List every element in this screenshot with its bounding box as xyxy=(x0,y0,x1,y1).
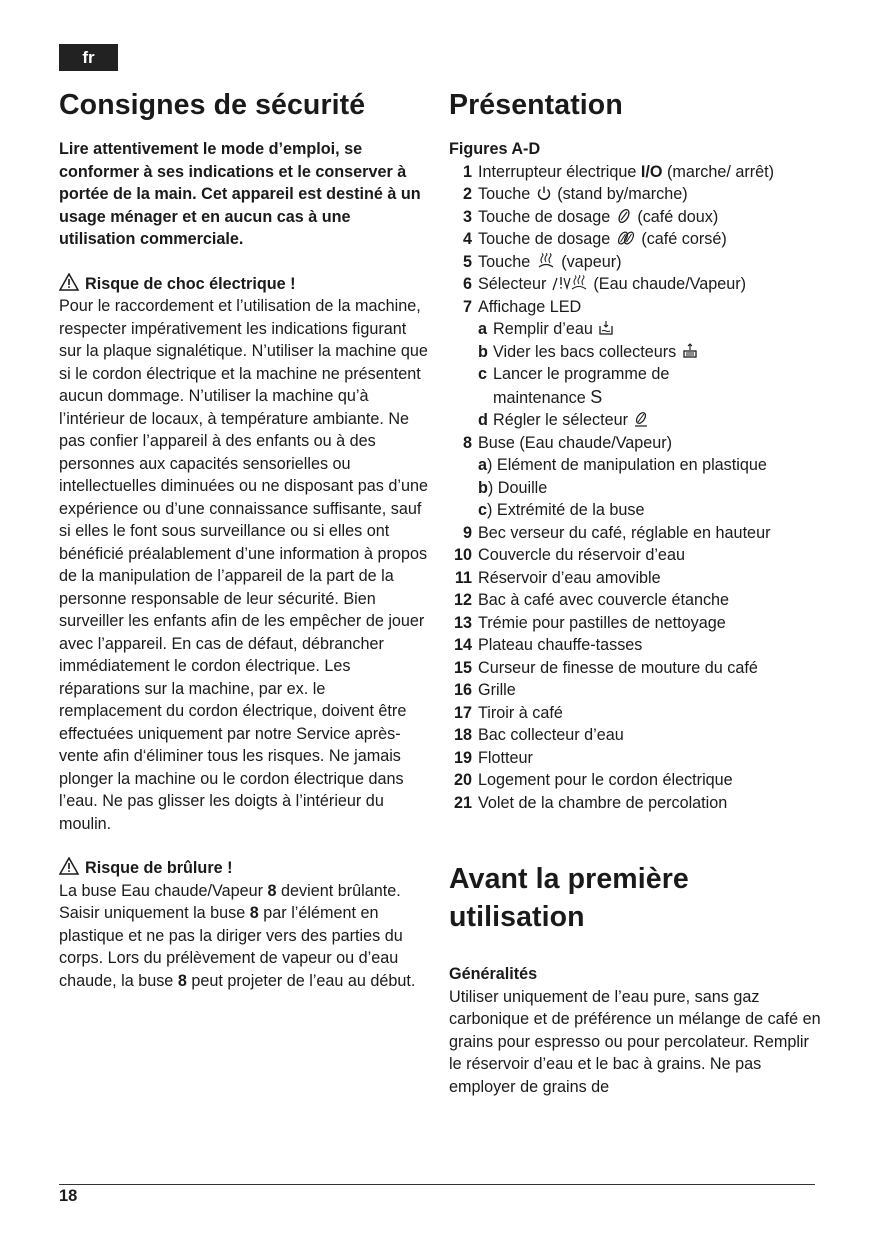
safety-column xyxy=(59,84,429,992)
item-text: Grille xyxy=(478,681,516,699)
general-heading: Généralités xyxy=(449,965,538,983)
list-item xyxy=(449,747,821,770)
item-text: Plateau chauffe-tasses xyxy=(478,636,643,654)
list-item xyxy=(449,544,821,567)
item-text: Volet de la chambre de percolation xyxy=(478,793,728,812)
burn-ref-3: 8 xyxy=(177,971,187,990)
sub-item xyxy=(478,318,821,341)
list-item xyxy=(449,228,821,251)
item-number: 18 xyxy=(453,726,472,744)
safety-intro: Lire attentivement le mode d’emploi, se conformer à ses indications et le conserver à portée de la main. Cet appareil est destiné à un usage ménager et en aucun cas à une utilisation commerciale. xyxy=(59,140,421,248)
io-label: I/O xyxy=(640,162,663,181)
item-number: 5 xyxy=(462,252,472,271)
shock-warning-label: Risque de choc électrique ! xyxy=(85,274,296,293)
item3-post: (café doux) xyxy=(637,207,719,226)
list-item xyxy=(449,183,821,206)
burn-warning-text xyxy=(59,880,429,993)
page-number: 18 xyxy=(59,1187,78,1205)
item-number: 14 xyxy=(453,636,472,654)
power-icon xyxy=(536,185,552,201)
sub-letter: a xyxy=(478,320,488,338)
item-number: 7 xyxy=(462,297,472,316)
sub-item xyxy=(478,341,821,364)
item-number: 3 xyxy=(462,207,472,226)
sub-letter: c xyxy=(478,365,488,383)
sub-text xyxy=(493,409,821,432)
language-label: fr xyxy=(82,47,95,67)
language-tab xyxy=(59,44,118,71)
sub-item xyxy=(478,499,821,522)
item-number: 11 xyxy=(454,568,472,587)
item-text xyxy=(478,273,821,296)
sub-letter: c xyxy=(478,501,488,519)
item-number: 21 xyxy=(453,793,472,812)
item7b-text: Vider les bacs collecteurs xyxy=(493,342,677,361)
item4-pre: Touche de dosage xyxy=(478,230,611,248)
first-use-title: Avant la première utilisation xyxy=(449,863,689,933)
safety-title: Consignes de sécurité xyxy=(59,89,366,121)
list-item xyxy=(449,273,821,296)
sub-item-continued xyxy=(493,386,821,410)
item-number: 6 xyxy=(462,275,472,293)
item-text xyxy=(478,183,821,206)
item-text: Logement pour le cordon électrique xyxy=(478,771,733,789)
list-item xyxy=(449,296,821,319)
sub-letter: b xyxy=(478,478,488,497)
item3-pre: Touche de dosage xyxy=(478,207,611,226)
empty-trays-icon xyxy=(682,343,698,359)
list-item xyxy=(449,432,821,455)
item-text xyxy=(478,161,821,184)
sub-item xyxy=(478,409,821,432)
burn-ref-2: 8 xyxy=(249,904,259,922)
warning-triangle-icon xyxy=(59,273,79,291)
item-number: 4 xyxy=(462,230,472,248)
list-item xyxy=(449,522,821,545)
item7a-text: Remplir d’eau xyxy=(493,320,593,338)
item-number: 9 xyxy=(462,523,472,542)
burn-warning-title xyxy=(59,857,429,880)
sub-item xyxy=(478,363,821,386)
item-number: 15 xyxy=(453,658,472,677)
item-text: Bac collecteur d’eau xyxy=(478,726,624,744)
sub-letter: a xyxy=(478,456,488,474)
item-text: Bac à café avec couvercle étanche xyxy=(478,591,730,609)
item7d-text: Régler le sélecteur xyxy=(493,411,628,429)
item7c-text: maintenance xyxy=(493,388,586,407)
item-number: 20 xyxy=(453,771,472,789)
item5-post: (vapeur) xyxy=(561,252,622,271)
item-number: 1 xyxy=(462,162,472,181)
burn-text-1: La buse Eau chaude/Vapeur xyxy=(59,881,264,900)
burn-ref-1: 8 xyxy=(267,881,277,900)
list-item xyxy=(449,206,821,229)
presentation-column xyxy=(449,84,821,1098)
burn-text-2: devient brûlante. Saisir uniquement la buse xyxy=(59,881,401,922)
fill-water-icon xyxy=(598,320,614,336)
list-item xyxy=(449,612,821,635)
shock-warning-text: Pour le raccordement et l’utilisation de la machine, respecter impérativement les indications figurant sur la plaque signalétique. N’utiliser la machine que si le cordon électrique et la machine ne présentent aucun dommage. N’utiliser la machine qu’à l’intérieur de locaux, à température ambiante. Ne pas confier l’appareil à des enfants ou à des personnes aux capacités sensorielles ou intellectuelles diminuées ou ne disposant pas d’une expérience ou d’une connaissance suffisante, sauf si elles le font sous surveillance ou si elles ont bénéficié préalablement d’une information à propos de la manipulation de l’appareil de la part de la personne responsable de leur sécurité. Bien surveiller les enfants afin de les empêcher de jouer avec l’appareil. En cas de défaut, débrancher immédiatement le cordon électrique. Les réparations sur la machine, par ex. le remplacement du cordon électrique, doivent être effectuées uniquement par notre Service après-vente afin d‘éliminer tous les risques. Ne jamais plonger la machine ou le cordon électrique dans l’eau. Ne pas glisser les doigts à l’intérieur du moulin. xyxy=(59,297,428,833)
sub-item xyxy=(478,477,821,500)
list-item xyxy=(449,657,821,680)
sub-text xyxy=(493,341,821,364)
sub-letter: b xyxy=(478,342,488,361)
list-item xyxy=(449,792,821,815)
item8c-text: ) Extrémité de la buse xyxy=(487,501,645,519)
item-number: 16 xyxy=(453,681,472,699)
item5-pre: Touche xyxy=(478,252,531,271)
adjust-selector-icon xyxy=(633,411,649,427)
list-item xyxy=(449,589,821,612)
figures-label: Figures A-D xyxy=(449,140,541,158)
item-text: Affichage LED xyxy=(478,297,582,316)
item2-pre: Touche xyxy=(478,185,531,203)
burn-warning-label: Risque de brûlure ! xyxy=(85,859,233,877)
general-text: Utiliser uniquement de l’eau pure, sans gaz carbonique et de préférence un mélange de café en grains pour espresso ou pour percolateur. Remplir le réservoir d’eau et le bac à grains. Ne pas employer de grains de xyxy=(449,987,821,1096)
item-text xyxy=(478,206,821,229)
item4-post: (café corsé) xyxy=(641,230,727,248)
item-number: 19 xyxy=(453,748,472,767)
sub-text: Lancer le programme de xyxy=(493,365,670,383)
item-text xyxy=(478,251,821,274)
item6-pre: Sélecteur xyxy=(478,275,547,293)
shock-warning-title xyxy=(59,273,429,296)
item-text: Curseur de finesse de mouture du café xyxy=(478,658,758,677)
item2-post: (stand by/marche) xyxy=(557,185,688,203)
list-item xyxy=(449,769,821,792)
item-text: Buse (Eau chaude/Vapeur) xyxy=(478,433,673,452)
item-text: Couvercle du réservoir d’eau xyxy=(478,546,685,564)
presentation-title: Présentation xyxy=(449,89,623,121)
item-number: 12 xyxy=(453,591,472,609)
parts-list xyxy=(449,522,821,815)
item8b-text: ) Douille xyxy=(487,478,548,497)
burn-text-4: peut projeter de l’eau au début. xyxy=(191,971,416,990)
item-text: Flotteur xyxy=(478,748,533,767)
list-item xyxy=(449,634,821,657)
item-text: Réservoir d’eau amovible xyxy=(478,568,661,587)
steam-icon xyxy=(536,253,556,269)
burn-text-3: par l’élément en plastique et ne pas la diriger vers des parties du corps. Lors du prélèvement de vapeur ou d’eau chaude, la buse xyxy=(59,904,403,990)
item8a-text: ) Elément de manipulation en plastique xyxy=(487,456,767,474)
list-item xyxy=(449,161,821,184)
maintenance-symbol: S xyxy=(590,386,603,407)
sub-item xyxy=(478,454,821,477)
item-number: 10 xyxy=(453,546,472,564)
item-number: 2 xyxy=(462,185,472,203)
item-number: 17 xyxy=(453,703,472,722)
warning-triangle-icon xyxy=(59,857,79,875)
item-number: 13 xyxy=(453,613,472,632)
list-item xyxy=(449,251,821,274)
list-item xyxy=(449,702,821,725)
item6-post: (Eau chaude/Vapeur) xyxy=(593,275,747,293)
item1-pre: Interrupteur électrique xyxy=(478,162,637,181)
item-text: Bec verseur du café, réglable en hauteur xyxy=(478,523,771,542)
footer-divider xyxy=(59,1184,815,1185)
list-item xyxy=(449,724,821,747)
sub-text xyxy=(493,318,821,341)
item1-post: (marche/ arrêt) xyxy=(666,162,775,181)
list-item xyxy=(449,679,821,702)
item-text: Tiroir à café xyxy=(478,703,563,722)
item-text: Trémie pour pastilles de nettoyage xyxy=(478,613,726,632)
sub-letter: d xyxy=(478,411,488,429)
mild-coffee-bean-icon xyxy=(616,208,632,224)
selector-hotwater-steam-icon xyxy=(552,275,588,291)
item-number: 8 xyxy=(462,433,472,452)
strong-coffee-beans-icon xyxy=(616,230,636,246)
list-item xyxy=(449,567,821,590)
item-text xyxy=(478,228,821,251)
